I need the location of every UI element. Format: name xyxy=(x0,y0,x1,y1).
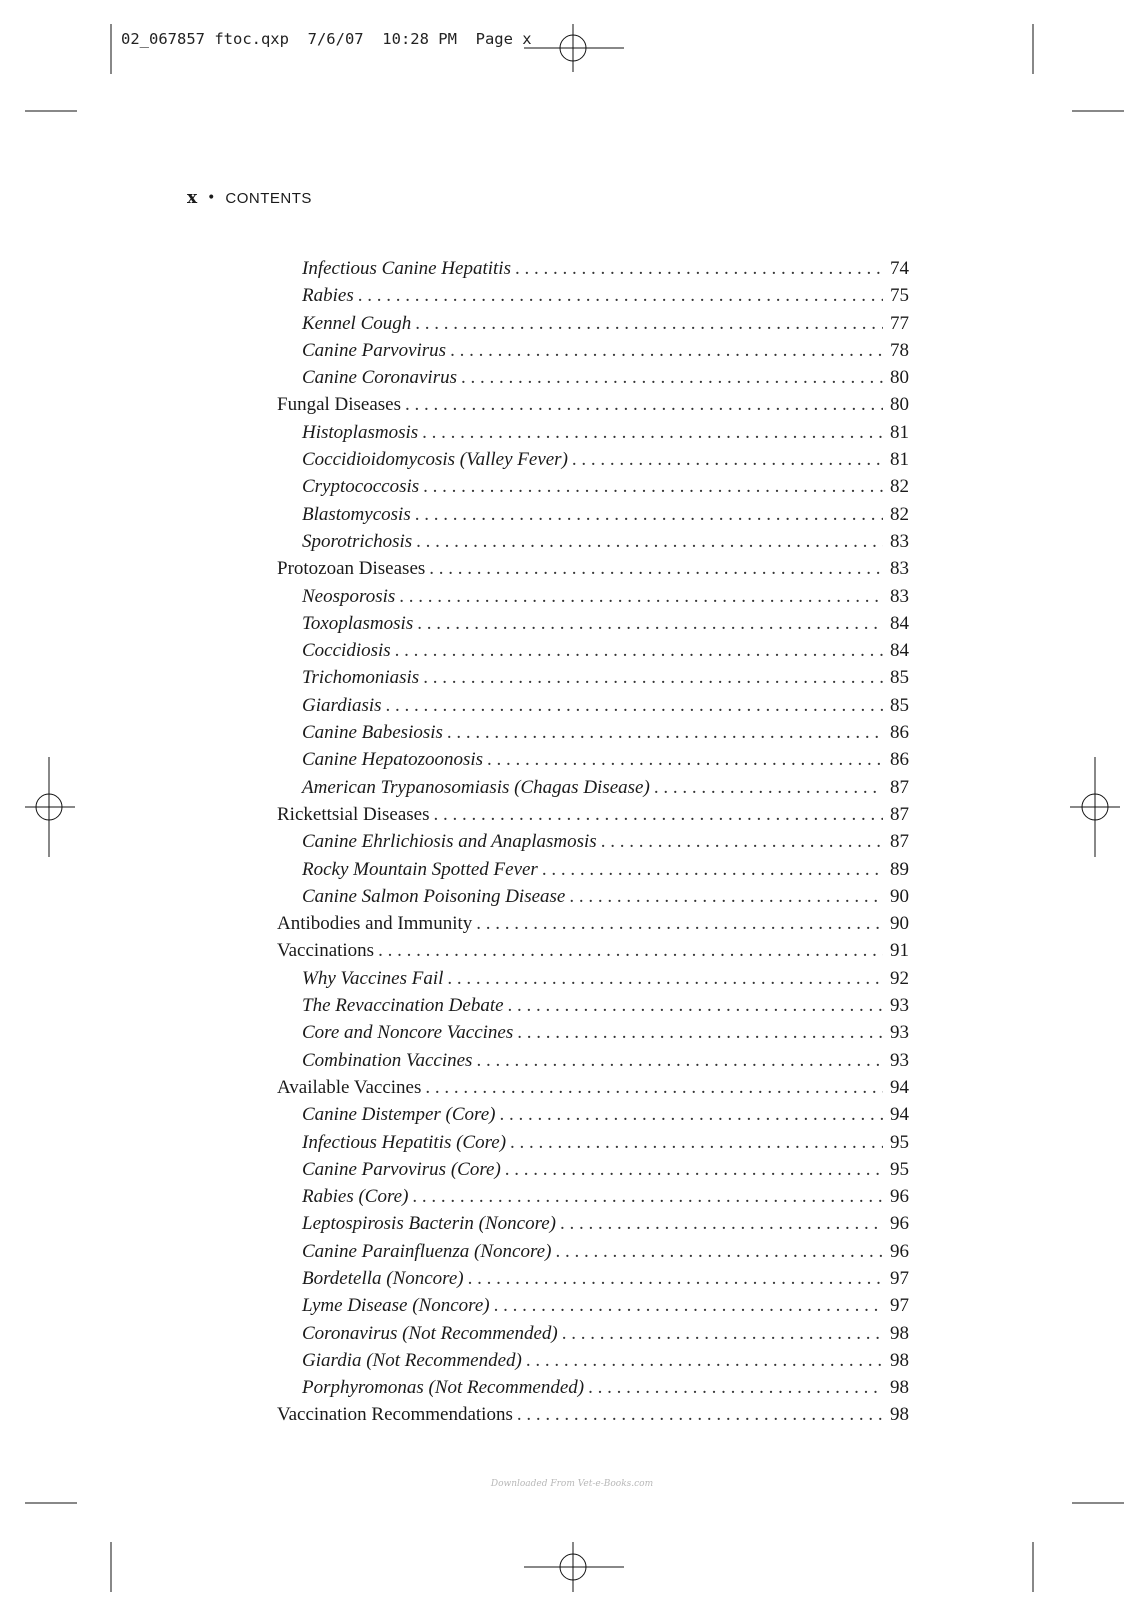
toc-entry-title: American Trypanosomiasis (Chagas Disease) xyxy=(302,776,650,798)
dot-leader xyxy=(417,613,883,635)
toc-page-number: 98 xyxy=(890,1404,909,1426)
dot-leader xyxy=(517,1022,883,1044)
toc-entry-title: Canine Parvovirus xyxy=(302,339,447,361)
toc-page-number: 89 xyxy=(890,858,909,880)
toc-page-number: 98 xyxy=(890,1377,909,1399)
dot-leader xyxy=(555,1241,883,1263)
dot-leader xyxy=(508,995,883,1017)
dot-leader xyxy=(487,749,883,771)
dot-leader xyxy=(415,504,883,526)
dot-leader xyxy=(468,1268,883,1290)
toc-page-number: 96 xyxy=(890,1186,909,1208)
toc-entry-title: Core and Noncore Vaccines xyxy=(302,1022,514,1044)
toc-entry-title: Rabies xyxy=(302,285,354,307)
toc-entry-title: Coronavirus (Not Recommended) xyxy=(302,1322,558,1344)
toc-entry xyxy=(277,558,909,585)
toc-entry xyxy=(277,1077,909,1104)
toc-entry-title: Neosporosis xyxy=(302,585,396,607)
toc-entry-title: Vaccination Recommendations xyxy=(277,1404,513,1426)
toc-entry-title: Giardia (Not Recommended) xyxy=(302,1349,522,1371)
dot-leader xyxy=(395,640,883,662)
toc-entry xyxy=(277,940,909,967)
dot-leader xyxy=(517,1404,883,1426)
dot-leader xyxy=(416,531,883,553)
toc-subentry xyxy=(277,1022,909,1049)
toc-page-number: 96 xyxy=(890,1240,909,1262)
registration-target-top xyxy=(524,24,624,72)
toc-subentry xyxy=(277,1241,909,1268)
toc-entry-title: Canine Hepatozoonosis xyxy=(302,749,484,771)
toc-subentry xyxy=(277,859,909,886)
toc-subentry xyxy=(277,1104,909,1131)
toc-entry-title: Rickettsial Diseases xyxy=(277,803,430,825)
toc-entry-title: Combination Vaccines xyxy=(302,1049,473,1071)
toc-list xyxy=(277,258,909,1432)
toc-entry-title: Sporotrichosis xyxy=(302,530,413,552)
toc-entry-title: The Revaccination Debate xyxy=(302,995,504,1017)
toc-subentry xyxy=(277,422,909,449)
toc-entry-title: Coccidiosis xyxy=(302,640,391,662)
dot-leader xyxy=(562,1323,883,1345)
dot-leader xyxy=(515,258,883,280)
dot-leader xyxy=(505,1159,883,1181)
toc-page-number: 80 xyxy=(890,367,909,389)
toc-entry-title: Coccidioidomycosis (Valley Fever) xyxy=(302,449,568,471)
toc-entry-title: Infectious Canine Hepatitis xyxy=(302,258,511,279)
toc-page-number: 97 xyxy=(890,1267,909,1289)
toc-subentry xyxy=(277,640,909,667)
dot-leader xyxy=(378,940,883,962)
toc-subentry xyxy=(277,613,909,640)
registration-target-right xyxy=(1070,757,1120,857)
dot-leader xyxy=(358,285,883,307)
toc-entry-title: Rocky Mountain Spotted Fever xyxy=(302,858,538,880)
toc-page-number: 84 xyxy=(890,640,909,662)
toc-page-number: 84 xyxy=(890,612,909,634)
toc-subentry xyxy=(277,777,909,804)
dot-leader xyxy=(434,804,884,826)
toc-entry-title: Toxoplasmosis xyxy=(302,612,414,634)
toc-subentry xyxy=(277,831,909,858)
toc-page-number: 95 xyxy=(890,1131,909,1153)
dot-leader xyxy=(588,1377,883,1399)
toc-entry-title: Leptospirosis Bacterin (Noncore) xyxy=(302,1213,557,1235)
toc-subentry xyxy=(277,313,909,340)
toc-subentry xyxy=(277,695,909,722)
toc-page-number: 95 xyxy=(890,1158,909,1180)
toc-page-number: 83 xyxy=(890,585,909,607)
toc-page-number: 85 xyxy=(890,667,909,689)
toc-entry-title: Blastomycosis xyxy=(302,503,411,525)
toc-page-number: 93 xyxy=(890,1022,909,1044)
toc-subentry xyxy=(277,968,909,995)
toc-page-number: 77 xyxy=(890,312,909,334)
toc-page-number: 90 xyxy=(890,885,909,907)
print-slug: 02_067857 ftoc.qxp 7/6/07 10:28 PM Page x xyxy=(121,30,532,48)
dot-leader xyxy=(476,913,883,935)
toc-page-number: 83 xyxy=(890,558,909,580)
toc-entry-title: Canine Ehrlichiosis and Anaplasmosis xyxy=(302,831,597,853)
toc-page-number: 86 xyxy=(890,749,909,771)
toc-entry-title: Infectious Hepatitis (Core) xyxy=(302,1131,507,1153)
toc-entry-title: Available Vaccines xyxy=(277,1076,422,1098)
toc-subentry xyxy=(277,1268,909,1295)
toc-subentry xyxy=(277,504,909,531)
toc-subentry xyxy=(277,586,909,613)
toc-subentry xyxy=(277,667,909,694)
toc-subentry xyxy=(277,749,909,776)
toc-entry-title: Fungal Diseases xyxy=(277,394,402,416)
toc-subentry xyxy=(277,340,909,367)
toc-page-number: 87 xyxy=(890,776,909,798)
toc-entry-title: Why Vaccines Fail xyxy=(302,967,444,989)
dot-leader xyxy=(405,394,883,416)
toc-subentry xyxy=(277,1295,909,1322)
toc-subentry xyxy=(277,1213,909,1240)
toc-page-number: 85 xyxy=(890,694,909,716)
dot-leader xyxy=(412,1186,883,1208)
toc-subentry xyxy=(277,1159,909,1186)
toc-subentry xyxy=(277,531,909,558)
toc-subentry xyxy=(277,1050,909,1077)
toc-subentry xyxy=(277,476,909,503)
toc-subentry xyxy=(277,1186,909,1213)
dot-leader xyxy=(423,476,883,498)
dot-leader xyxy=(510,1132,883,1154)
toc-entry-title: Canine Distemper (Core) xyxy=(302,1104,496,1126)
toc-entry-title: Canine Parvovirus (Core) xyxy=(302,1158,501,1180)
dot-leader xyxy=(601,831,883,853)
toc-entry-title: Canine Babesiosis xyxy=(302,722,443,744)
toc-page-number: 86 xyxy=(890,722,909,744)
toc-subentry xyxy=(277,285,909,312)
dot-leader xyxy=(526,1350,883,1372)
toc-page-number: 92 xyxy=(890,967,909,989)
toc-subentry xyxy=(277,886,909,913)
dot-leader xyxy=(461,367,883,389)
registration-target-bottom xyxy=(524,1542,624,1592)
toc-entry-title: Antibodies and Immunity xyxy=(277,913,473,935)
toc-subentry xyxy=(277,995,909,1022)
toc-entry-title: Porphyromonas (Not Recommended) xyxy=(302,1377,585,1399)
dot-leader xyxy=(560,1213,883,1235)
toc-subentry xyxy=(277,1323,909,1350)
toc-page-number: 80 xyxy=(890,394,909,416)
toc-subentry xyxy=(277,722,909,749)
dot-leader xyxy=(422,422,883,444)
toc-page-number: 78 xyxy=(890,339,909,361)
toc-page-number: 87 xyxy=(890,831,909,853)
toc-page-number: 81 xyxy=(890,421,909,443)
watermark: Downloaded From Vet-e-Books.com xyxy=(490,1479,654,1489)
dot-leader xyxy=(425,1077,883,1099)
toc-page-number: 98 xyxy=(890,1322,909,1344)
registration-target-left xyxy=(25,757,75,857)
dot-leader xyxy=(542,859,883,881)
toc-subentry xyxy=(277,1132,909,1159)
page-number: x xyxy=(187,188,198,208)
toc-page-number: 83 xyxy=(890,530,909,552)
bullet-separator: • xyxy=(207,190,216,206)
toc-page-number: 93 xyxy=(890,995,909,1017)
toc-page-number: 75 xyxy=(890,285,909,307)
toc-entry xyxy=(277,394,909,421)
dot-leader xyxy=(569,886,883,908)
toc-page-number: 90 xyxy=(890,913,909,935)
toc-entry-title: Trichomoniasis xyxy=(302,667,420,689)
toc-page-number: 97 xyxy=(890,1295,909,1317)
toc-subentry xyxy=(277,449,909,476)
dot-leader xyxy=(447,722,883,744)
toc-entry-title: Vaccinations xyxy=(277,940,375,962)
toc-page-number: 93 xyxy=(890,1049,909,1071)
dot-leader xyxy=(386,695,883,717)
toc-entry-title: Lyme Disease (Noncore) xyxy=(302,1295,490,1317)
dot-leader xyxy=(423,667,883,689)
toc-page-number: 82 xyxy=(890,476,909,498)
toc-page-number: 81 xyxy=(890,449,909,471)
toc-page-number: 82 xyxy=(890,503,909,525)
dot-leader xyxy=(415,313,883,335)
dot-leader xyxy=(450,340,883,362)
toc-entry-title: Rabies (Core) xyxy=(302,1186,409,1208)
toc-entry-title: Protozoan Diseases xyxy=(277,558,426,580)
toc-page-number: 94 xyxy=(890,1076,909,1098)
toc-entry-title: Canine Parainfluenza (Noncore) xyxy=(302,1240,552,1262)
running-head xyxy=(187,188,312,208)
section-label: CONTENTS xyxy=(225,189,312,207)
dot-leader xyxy=(572,449,883,471)
dot-leader xyxy=(399,586,883,608)
toc-page-number: 98 xyxy=(890,1349,909,1371)
toc-entry-title: Cryptococcosis xyxy=(302,476,420,498)
toc-page-number: 94 xyxy=(890,1104,909,1126)
toc-subentry xyxy=(277,367,909,394)
toc-page-number: 91 xyxy=(890,940,909,962)
toc-entry xyxy=(277,913,909,940)
dot-leader xyxy=(476,1050,883,1072)
toc-entry-title: Canine Coronavirus xyxy=(302,367,457,389)
dot-leader xyxy=(500,1104,884,1126)
dot-leader xyxy=(654,777,883,799)
toc-subentry xyxy=(277,1350,909,1377)
toc-entry-title: Kennel Cough xyxy=(302,312,412,334)
toc-page-number: 87 xyxy=(890,803,909,825)
toc-subentry xyxy=(277,1377,909,1404)
toc-entry-title: Bordetella (Noncore) xyxy=(302,1267,464,1289)
toc-subentry xyxy=(277,258,909,285)
toc-entry-title: Canine Salmon Poisoning Disease xyxy=(302,885,566,907)
toc-entry-title: Giardiasis xyxy=(302,694,382,716)
dot-leader xyxy=(494,1295,883,1317)
toc-page-number: 74 xyxy=(890,258,909,279)
dot-leader xyxy=(429,558,883,580)
toc-entry xyxy=(277,804,909,831)
toc-entry-title: Histoplasmosis xyxy=(302,421,419,443)
toc-page-number: 96 xyxy=(890,1213,909,1235)
dot-leader xyxy=(447,968,883,990)
toc-entry xyxy=(277,1404,909,1431)
